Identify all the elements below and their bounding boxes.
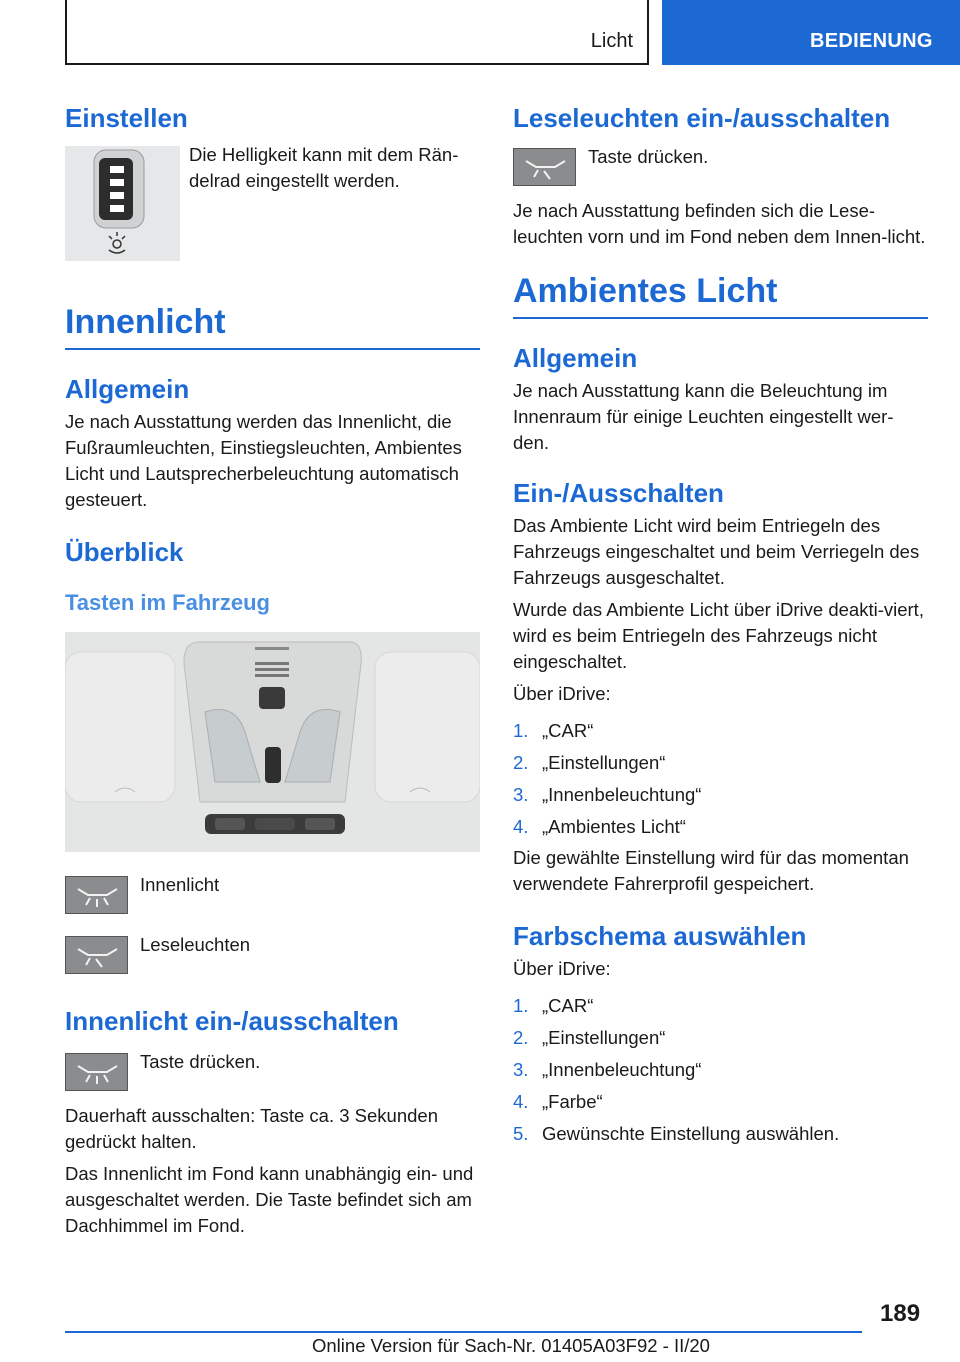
- footer-rule: [65, 1331, 862, 1333]
- left-column: [65, 100, 480, 1239]
- innenlicht-einaus-text: Taste drücken.: [140, 1051, 261, 1072]
- leseleuchten-button-icon: [65, 936, 128, 974]
- innenlicht-einaus-heading: Innenlicht ein-/ausschalten: [65, 1006, 399, 1036]
- list-item: [513, 811, 928, 843]
- list-item-number: 1.: [513, 995, 529, 1016]
- header-chapter-tab: [662, 0, 960, 65]
- list-item-number: 2.: [513, 752, 529, 773]
- allgemein-heading-right: Allgemein: [513, 343, 638, 373]
- page-number: 189: [880, 1300, 921, 1327]
- header-chapter-title: BEDIENUNG: [810, 30, 933, 52]
- leseleuchten-heading: Leseleuchten ein-/ausschalten: [513, 103, 891, 133]
- innenlicht-label: Innenlicht: [140, 874, 220, 895]
- list-item-text: „Innenbeleuchtung“: [542, 784, 702, 805]
- innenlicht-icon-row: [65, 876, 480, 914]
- list-item-text: „Ambientes Licht“: [542, 816, 686, 837]
- list-item: [513, 1054, 928, 1086]
- list-item-number: 3.: [513, 1059, 529, 1080]
- footer-online-version: Online Version für Sach-Nr. 01405A03F92 - II/20: [312, 1335, 710, 1356]
- einstellen-block: [65, 146, 480, 261]
- einstellen-heading: Einstellen: [65, 103, 188, 133]
- farbschema-heading: Farbschema auswählen: [513, 921, 807, 951]
- ambient-steps-list: [513, 715, 928, 843]
- right-column: [513, 100, 928, 1150]
- ambient-p4: Die gewählte Einstellung wird für das momentan verwendete Fahrerprofil gespeichert.: [513, 847, 909, 894]
- list-item-number: 4.: [513, 1091, 529, 1112]
- dauerhaft-text: Dauerhaft ausschalten: Taste ca. 3 Sekunden gedrückt halten.: [65, 1105, 438, 1152]
- ambient-p1: Das Ambiente Licht wird beim Entriegeln des Fahrzeugs eingeschaltet und beim Verriegeln des Fahrzeugs ausgeschaltet.: [513, 515, 920, 588]
- list-item: [513, 779, 928, 811]
- leseleuchten-einaus-text: Taste drücken.: [588, 146, 709, 167]
- list-item-number: 1.: [513, 720, 529, 741]
- header-section-box: [65, 0, 649, 65]
- einstellen-text: Die Helligkeit kann mit dem Rän-delrad eingestellt werden.: [189, 144, 459, 191]
- list-item: [513, 1022, 928, 1054]
- ambient-p2: Wurde das Ambiente Licht über iDrive deakti-viert, wird es beim Entriegeln des Fahrzeugs nicht eingeschaltet.: [513, 599, 924, 672]
- leseleuchten-icon-row: [65, 936, 480, 974]
- ambient-p3: Über iDrive:: [513, 683, 611, 704]
- list-item-text: „Farbe“: [542, 1091, 603, 1112]
- list-item-text: „Einstellungen“: [542, 1027, 666, 1048]
- roof-console-image: [65, 632, 480, 852]
- allgemein-heading-left: Allgemein: [65, 374, 190, 404]
- list-item-number: 3.: [513, 784, 529, 805]
- list-item: [513, 1118, 928, 1150]
- list-item-text: „Einstellungen“: [542, 752, 666, 773]
- leseleuchten-text: Je nach Ausstattung befinden sich die Lese-leuchten vorn und im Fond neben dem Innen-licht.: [513, 200, 926, 247]
- list-item-text: „CAR“: [542, 720, 594, 741]
- list-item: [513, 990, 928, 1022]
- allgemein-text-right: Je nach Ausstattung kann die Beleuchtung im Innenraum für einige Leuchten eingestellt wer-den.: [513, 380, 894, 453]
- list-item-number: 4.: [513, 816, 529, 837]
- fond-text: Das Innenlicht im Fond kann unabhängig ein- und ausgeschaltet werden. Die Taste befindet sich am Dachhimmel im Fond.: [65, 1163, 474, 1236]
- leseleuchten-label: Leseleuchten: [140, 934, 251, 955]
- allgemein-text-left: Je nach Ausstattung werden das Innenlicht, die Fußraumleuchten, Einstiegsleuchten, Ambientes Licht und Lautsprecherbeleuchtung automatisch gesteuert.: [65, 411, 462, 510]
- leseleuchten-einaus-icon: [513, 148, 576, 186]
- list-item-number: 5.: [513, 1123, 529, 1144]
- tasten-heading: Tasten im Fahrzeug: [65, 590, 270, 615]
- list-item: [513, 1086, 928, 1118]
- header-section-title: Licht: [590, 30, 633, 52]
- list-item-text: „CAR“: [542, 995, 594, 1016]
- list-item-number: 2.: [513, 1027, 529, 1048]
- ueberblick-heading: Überblick: [65, 537, 184, 567]
- innenlicht-button-icon: [65, 876, 128, 914]
- ambient-einaus-heading: Ein-/Ausschalten: [513, 478, 724, 508]
- list-item: [513, 715, 928, 747]
- innenlicht-einaus-icon-row: [65, 1053, 480, 1091]
- thumbwheel-image: [65, 146, 180, 261]
- list-item: [513, 747, 928, 779]
- farbschema-p: Über iDrive:: [513, 958, 611, 979]
- ambientes-licht-heading: Ambientes Licht: [513, 272, 928, 319]
- farbschema-steps-list: [513, 990, 928, 1150]
- innenlicht-heading: Innenlicht: [65, 303, 480, 350]
- list-item-text: „Innenbeleuchtung“: [542, 1059, 702, 1080]
- leseleuchten-einaus-icon-row: [513, 148, 928, 186]
- list-item-text: Gewünschte Einstellung auswählen.: [542, 1123, 840, 1144]
- innenlicht-einaus-icon: [65, 1053, 128, 1091]
